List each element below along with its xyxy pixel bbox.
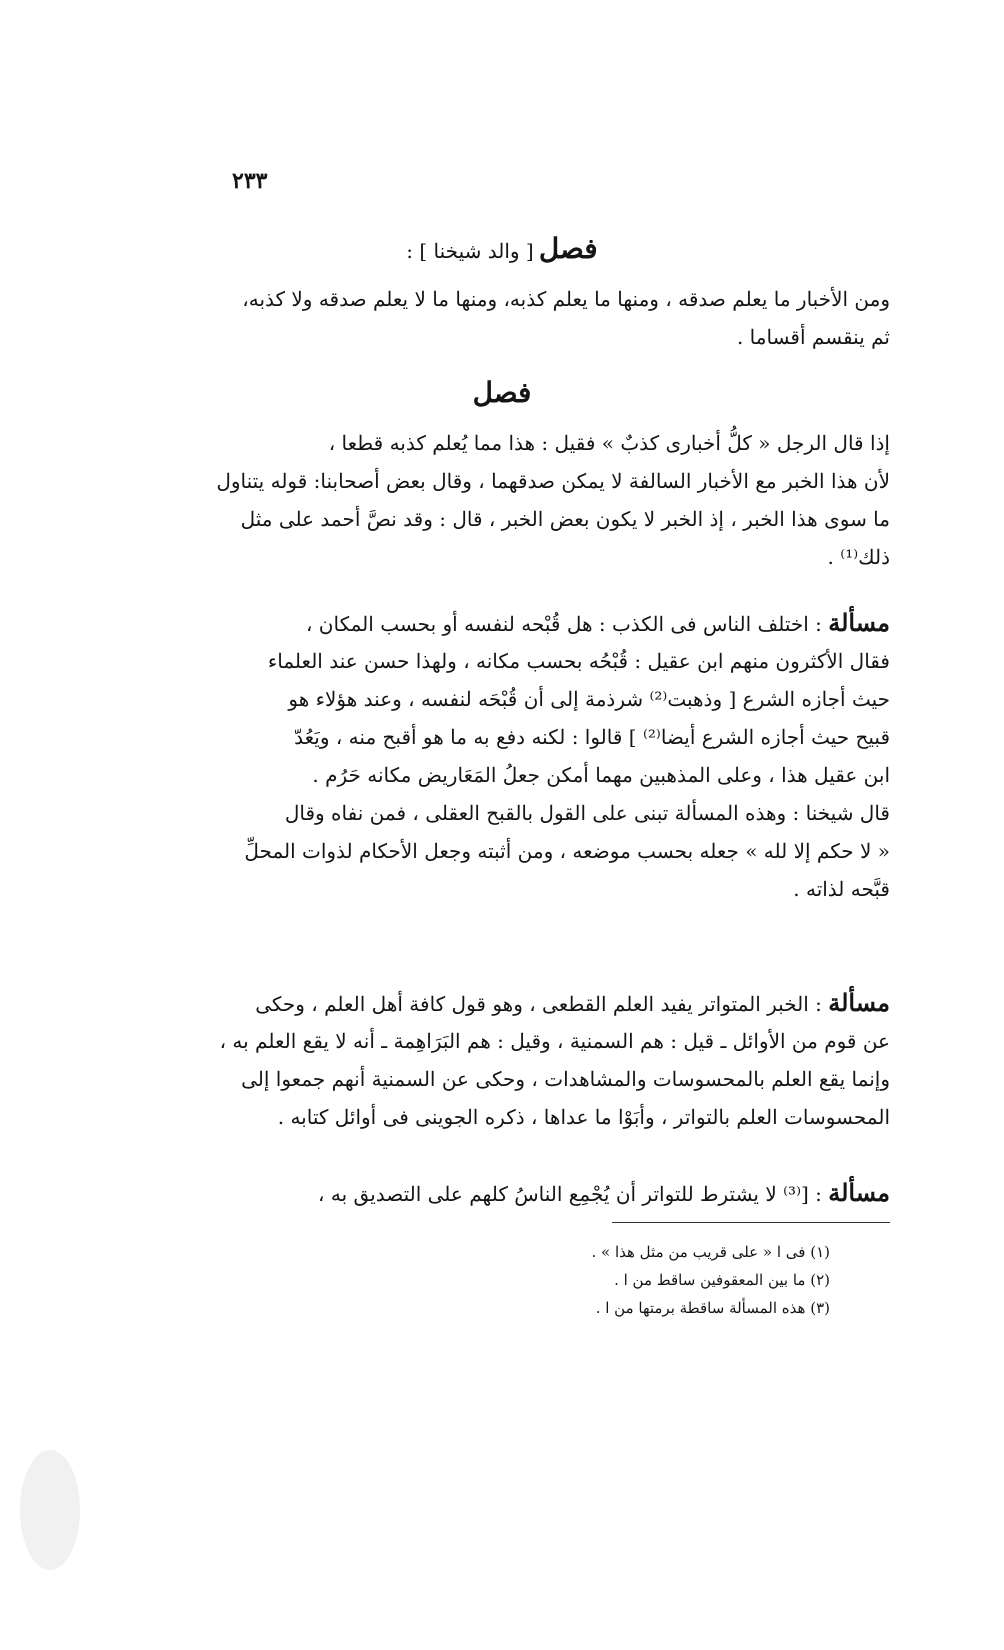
heading-bracket: [ والد شيخنا ] : <box>406 239 534 263</box>
masala-text: : [⁽³⁾ لا يشترط للتواتر أن يُجْمِع الناسُ كلهم على التصديق به ، <box>318 1182 822 1206</box>
masala-2 <box>190 984 890 1136</box>
text-line: إذا قال الرجل « كلُّ أخبارى كذبٌ » فقيل : هذا مما يُعلم كذبه قطعا ، <box>328 431 890 455</box>
footnote-1: (١) فى ا « على قريب من مثل هذا » . <box>591 1243 830 1261</box>
masala-label: مسألة <box>828 988 890 1017</box>
text-line: ومن الأخبار ما يعلم صدقه ، ومنها ما يعلم كذبه، ومنها ما لا يعلم صدقه ولا كذبه، <box>242 287 890 311</box>
masala-label: مسألة <box>828 608 890 637</box>
text-line: قال شيخنا : وهذه المسألة تبنى على القول بالقبح العقلى ، فمن نفاه وقال <box>284 801 890 825</box>
paper-stain <box>20 1450 80 1570</box>
masala-1 <box>190 604 890 908</box>
heading-fasl-1: فصل <box>538 232 598 265</box>
text-line: فقال الأكثرون منهم ابن عقيل : قُبْحُه بحسب مكانه ، ولهذا حسن عند العلماء <box>267 649 890 673</box>
text-line <box>190 984 890 1022</box>
masala-label: مسألة <box>828 1178 890 1207</box>
text-line <box>190 604 890 642</box>
text-line: ذلك⁽¹⁾ . <box>827 545 890 569</box>
text-line: قبيح حيث أجازه الشرع أيضا⁽²⁾ ] قالوا : لكنه دفع به ما هو أقبح منه ، ويَعُدّ <box>294 725 890 749</box>
section-heading-2 <box>0 376 1004 409</box>
footnote-divider <box>612 1222 890 1223</box>
text-line: ما سوى هذا الخبر ، إذ الخبر لا يكون بعض الخبر ، قال : وقد نصَّ أحمد على مثل <box>240 507 890 531</box>
masala-text: : اختلف الناس فى الكذب : هل قُبْحه لنفسه أو بحسب المكان ، <box>305 612 822 636</box>
text-line: « لا حكم إلا لله » جعله بحسب موضعه ، ومن أثبته وجعل الأحكام لذوات المحلِّ <box>244 839 890 863</box>
section-heading-1 <box>0 232 1004 265</box>
masala-text: : الخبر المتواتر يفيد العلم القطعى ، وهو قول كافة أهل العلم ، وحكى <box>255 992 822 1016</box>
text-line: قبَّحه لذاته . <box>793 877 890 901</box>
footnote-3: (٣) هذه المسألة ساقطة برمتها من ا . <box>595 1299 830 1317</box>
text-line: وإنما يقع العلم بالمحسوسات والمشاهدات ، وحكى عن السمنية أنهم جمعوا إلى <box>241 1067 890 1091</box>
footnotes <box>190 1238 830 1322</box>
masala-3 <box>190 1174 890 1212</box>
heading-fasl-2: فصل <box>472 376 532 409</box>
text-line <box>190 1174 890 1212</box>
text-line: لأن هذا الخبر مع الأخبار السالفة لا يمكن صدقهما ، وقال بعض أصحابنا: قوله يتناول <box>216 469 890 493</box>
text-line: ثم ينقسم أقساما . <box>736 325 890 349</box>
text-line: المحسوسات العلم بالتواتر ، وأبَوْا ما عداها ، ذكره الجوينى فى أوائل كتابه . <box>277 1105 890 1129</box>
section1-body <box>190 280 890 356</box>
text-line: ابن عقيل هذا ، وعلى المذهبين مهما أمكن جعلُ المَعَاريض مكانه حَرُم . <box>312 763 890 787</box>
text-line: عن قوم من الأوائل ـ قيل : هم السمنية ، وقيل : هم البَرَاهِمة ـ أنه لا يقع العلم به ، <box>219 1029 890 1053</box>
page-number: ٢٣٣ <box>232 168 268 194</box>
footnote-2: (٢) ما بين المعقوفين ساقط من ا . <box>614 1271 830 1289</box>
text-line: حيث أجازه الشرع [ وذهبت⁽²⁾ شرذمة إلى أن قُبْحَه لنفسه ، وعند هؤلاء هو <box>288 687 890 711</box>
section2-body <box>190 424 890 576</box>
